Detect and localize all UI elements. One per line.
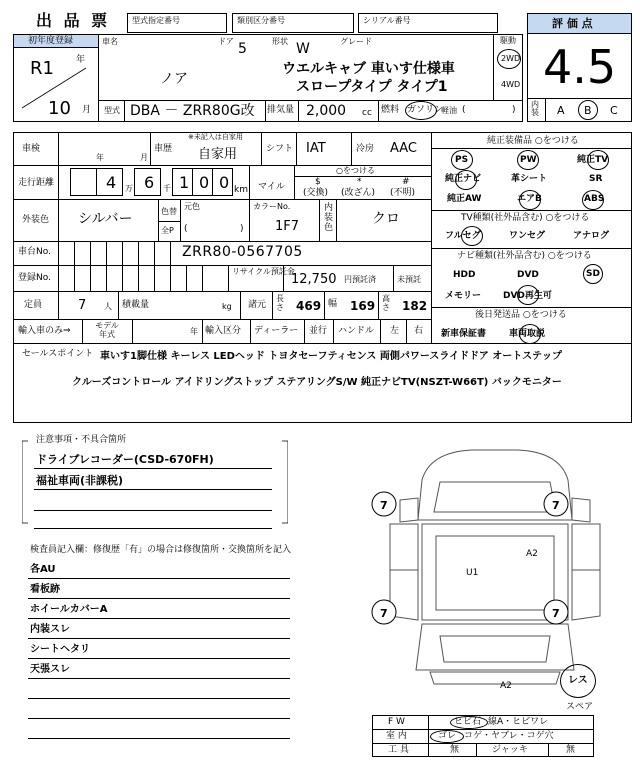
mileage-sen-unit: 千 <box>163 184 171 193</box>
spare-label: スペア <box>566 702 594 712</box>
import-class-label: 輸入区分 <box>205 326 242 336</box>
serial-label: シリアル番号 <box>363 16 411 25</box>
notes-line-1: ドライブレコーダー(CSD-670FH) <box>36 453 214 466</box>
inspection-month-unit: 月 <box>140 153 148 162</box>
mileage-opt1-sym: $ <box>315 177 321 187</box>
width-label: 幅 <box>328 299 338 309</box>
recycle-unit: 円預託済 <box>344 275 376 284</box>
chassis-number: ZRR80-0567705 <box>182 244 303 260</box>
grade-label: グレード <box>340 37 372 46</box>
history-label: 車歴 <box>154 144 173 154</box>
legend-fw-label: F W <box>388 717 405 727</box>
fuel-gasoline: ガソリン <box>407 105 444 115</box>
mileage-opt3: (不明) <box>390 188 416 198</box>
door-label: ドア <box>218 37 234 46</box>
fuel-paren-open: ( <box>462 105 466 115</box>
mile-label: マイル <box>258 182 285 192</box>
navi-dvd: DVD <box>517 270 539 280</box>
color-label: 外装色 <box>22 215 50 225</box>
score-value: 4.5 <box>543 40 617 94</box>
height-value: 182 <box>402 299 428 313</box>
tire-front-right: 7 <box>552 499 560 512</box>
mileage-digits <box>70 168 232 196</box>
legend-room-value: ゴレ <box>438 731 457 741</box>
registration-grid <box>58 265 228 291</box>
ac-label: 冷房 <box>356 144 375 154</box>
drive-4wd: 4WD <box>501 80 521 89</box>
registration-label: 登録No. <box>18 273 51 283</box>
width-value: 169 <box>350 299 376 313</box>
color-paren-open: ( <box>184 224 188 234</box>
inspector-line-4: 内装スレ <box>30 624 70 635</box>
first-reg-label: 初年度登録 <box>28 36 74 46</box>
chassis-label: 車台No. <box>18 247 51 257</box>
sales-line-1: 車いす1脚仕様 キーレス LEDヘッド トヨタセーフティセンス 両側パワースライドドア オートステップ <box>100 351 562 362</box>
color-code-label: カラーNo. <box>253 202 291 211</box>
interior-color: クロ <box>372 211 400 227</box>
year-unit: 年 <box>76 55 86 65</box>
import-label: 輸入車のみ⇒ <box>18 326 71 336</box>
sales-label: セールスポイント <box>22 349 94 359</box>
not-deposited: 未預託 <box>397 275 421 284</box>
interior-color-label: 内装色 <box>324 203 334 233</box>
interior-grade-label: 内装 <box>531 100 539 117</box>
shape-label: 形状 <box>272 37 288 46</box>
mileage-note: ○をつける <box>336 166 375 175</box>
tv-analog: アナログ <box>573 231 610 241</box>
category-label: 類別区分番号 <box>237 16 285 25</box>
legend-tools-value: 無 <box>450 745 460 755</box>
inspector-line-6: 天張スレ <box>30 664 70 675</box>
model-code: DBA － ZRR80G改 <box>130 103 255 119</box>
model-label: 型式 <box>104 106 120 115</box>
inspector-line-2: 看板跡 <box>30 584 60 595</box>
displacement: 2,000 <box>306 103 347 119</box>
color-paren-close: ) <box>240 224 244 234</box>
mileage-digit: 0 <box>199 173 210 192</box>
damage-mark-roof: U1 <box>466 568 479 578</box>
mileage-digit: 4 <box>106 173 117 192</box>
grade-line-1: ウエルキャブ 車いす仕様車 <box>282 61 455 77</box>
notes-line-2: 福祉車両(非課税) <box>36 474 124 487</box>
history-value: 自家用 <box>198 147 238 162</box>
interior-grade-c: C <box>610 104 618 117</box>
door-count: 5 <box>238 41 247 57</box>
mileage-unit: km <box>234 185 248 195</box>
mileage-opt2-sym: * <box>357 177 362 187</box>
damage-mark-side: A2 <box>526 549 538 559</box>
color-all-label: 全P <box>161 226 174 235</box>
import-dealer: ディーラー <box>254 326 299 336</box>
length-value: 469 <box>296 299 322 313</box>
color-value: シルバー <box>78 211 133 227</box>
document-title: 出 品 票 <box>36 11 111 30</box>
model-cert-box <box>127 13 227 33</box>
tire-rear-right: 7 <box>552 607 560 620</box>
legend-tools-label: 工 具 <box>388 745 409 755</box>
shift-value: IAT <box>306 141 326 156</box>
color-code: 1F7 <box>275 219 300 234</box>
navi-memory: メモリー <box>445 291 482 301</box>
navi-hdd: HDD <box>453 270 476 280</box>
navi-sd: SD <box>586 269 600 279</box>
handle-label: ハンドル <box>338 326 375 336</box>
model-cert-label: 型式指定番号 <box>132 16 180 25</box>
later-manual: 車両取説 <box>509 329 546 339</box>
sales-line-2: クルーズコントロール アイドリングストップ ステアリングS/W 純正ナビTV(NSZT-W66T) バックモニター <box>72 377 562 388</box>
inspector-line-5: シートヘタリ <box>30 644 90 655</box>
model-year-label: モデル年式 <box>95 321 119 339</box>
equip-abs: ABS <box>584 194 605 204</box>
model-year-unit: 年 <box>190 327 198 336</box>
capacity-value: 7 <box>78 298 87 313</box>
genuine-title: 純正装備品 ○をつける <box>487 136 579 146</box>
handle-right: 右 <box>414 326 424 336</box>
mileage-opt2: (改ざん) <box>341 188 376 198</box>
tire-rear-left: 7 <box>380 607 388 620</box>
original-color-label: 元色 <box>184 202 200 211</box>
drive-2wd: 2WD <box>501 54 521 63</box>
legend-room-label: 室 内 <box>386 731 407 741</box>
capacity-unit: 人 <box>104 302 112 311</box>
tv-title: TV種類(社外品含む) ○をつける <box>461 213 590 223</box>
inspector-line-1: 各AU <box>30 564 56 575</box>
later-warranty: 新車保証書 <box>441 329 487 339</box>
tv-fullseg: フルセグ <box>445 231 481 241</box>
mileage-digit: 6 <box>144 173 155 192</box>
equip-genuine-tv: 純正TV <box>577 155 609 165</box>
category-box <box>232 13 354 33</box>
displacement-label: 排気量 <box>267 105 295 115</box>
handle-left: 左 <box>390 326 400 336</box>
score-label: 評 価 点 <box>552 17 593 30</box>
navi-dvd-play: DVD再生可 <box>503 291 552 301</box>
era-year: R1 <box>30 58 54 79</box>
mileage-digit: 0 <box>219 173 230 192</box>
mileage-opt3-sym: # <box>402 177 410 187</box>
dims-label: 諸元 <box>248 300 267 310</box>
inspector-line-3: ホイールカバーA <box>30 604 108 615</box>
fuel-paren-close: ) <box>512 105 516 115</box>
navi-title: ナビ種類(社外品含む) ○をつける <box>457 251 592 261</box>
shift-label: シフト <box>266 144 294 154</box>
load-label: 積載量 <box>122 300 150 310</box>
recycle-amount: 12,750 <box>291 272 337 287</box>
capacity-label: 定員 <box>24 300 43 310</box>
car-diagram <box>360 440 620 700</box>
spare-mark: レス <box>568 675 588 686</box>
legend-fw-rest: 線A・ヒビワレ <box>488 717 549 727</box>
tire-front-left: 7 <box>380 499 388 512</box>
equip-genuine-navi: 純正ナビ <box>445 174 482 184</box>
import-parallel: 並行 <box>309 326 328 336</box>
reg-month: 10 <box>48 98 71 119</box>
ac-value: AAC <box>390 141 417 156</box>
fuel-light: 軽油 <box>441 106 457 115</box>
drive-label: 駆動 <box>500 36 516 45</box>
car-name: ノア <box>160 71 188 87</box>
notes-label: 注意事項・不具合箇所 <box>36 435 127 445</box>
damage-mark-rear: A2 <box>500 681 512 691</box>
inspection-year-unit: 年 <box>96 153 104 162</box>
legend-jack-value: 無 <box>566 745 576 755</box>
mileage-opt1: (交換) <box>303 188 329 198</box>
later-title: 後日発送品 ○をつける <box>475 310 567 320</box>
color-change-label: 色替 <box>161 207 177 216</box>
fuel-label: 燃料 <box>381 105 400 115</box>
mileage-digit: 1 <box>179 173 190 192</box>
month-unit: 月 <box>82 105 92 115</box>
first-reg-header <box>14 35 98 48</box>
grade-line-2: スロープタイプ タイプ1 <box>296 79 448 95</box>
equip-ps: PS <box>455 155 469 165</box>
equip-leather: 革シート <box>511 174 548 184</box>
mileage-man-unit: 万 <box>125 184 133 193</box>
body-shape: W <box>296 41 310 57</box>
legend-fw-value: ヒビ石 <box>454 717 482 727</box>
tv-oneseg: ワンセグ <box>509 231 546 241</box>
serial-box <box>358 13 498 33</box>
legend-jack-label: ジャッキ <box>492 745 528 755</box>
inspection-label: 車検 <box>22 144 41 154</box>
length-label: 長さ <box>276 294 284 312</box>
history-note: ※未記入は自家用 <box>188 133 243 141</box>
equip-pw: PW <box>520 155 537 165</box>
interior-grade-b: B <box>584 104 592 117</box>
height-label: 高さ <box>382 294 390 312</box>
score-header <box>528 14 631 34</box>
mileage-label: 走行距離 <box>18 178 55 188</box>
interior-grade-a: A <box>557 104 565 117</box>
load-unit: kg <box>222 302 232 311</box>
recycle-label: リサイクル預託金 <box>232 267 295 276</box>
equip-sr: SR <box>589 174 603 184</box>
equip-airbag: エアB <box>517 194 542 204</box>
legend-room-rest: コゲ・ヤブレ・コゲ穴 <box>464 731 554 741</box>
equipment-panel <box>431 132 632 343</box>
equip-genuine-aw: 純正AW <box>447 194 482 204</box>
car-name-label: 車名 <box>102 37 118 46</box>
inspector-label: 検査員記入欄：修復歴「有」の場合は修復箇所・交換箇所を記入 <box>30 545 292 555</box>
displacement-unit: cc <box>362 108 372 118</box>
